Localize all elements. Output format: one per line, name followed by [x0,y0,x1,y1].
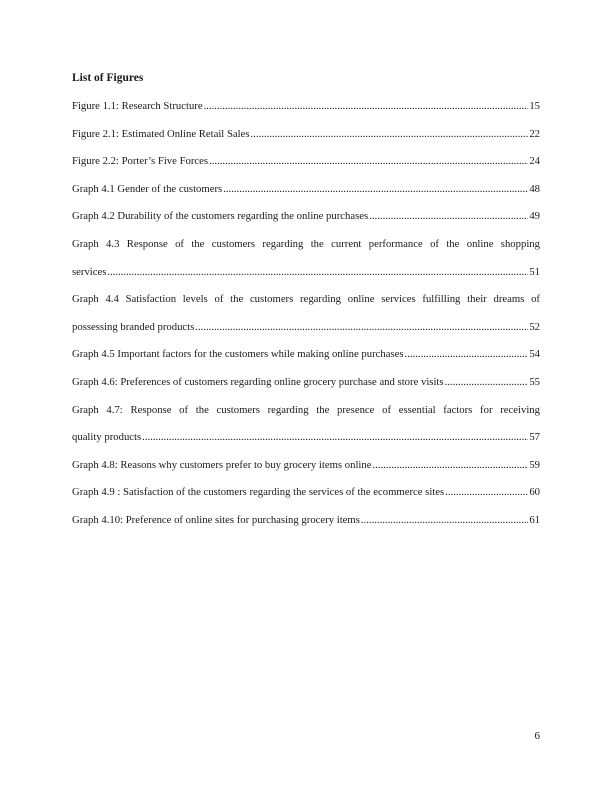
entry-page: 48 [529,182,540,195]
entry-page: 59 [529,458,540,471]
entry-title: services [72,265,107,278]
dot-leader [107,259,528,287]
dot-leader [204,93,529,121]
dot-leader [405,341,529,369]
figure-entry[interactable] [72,452,540,480]
entry-title: Graph 4.10: Preference of online sites for purchasing grocery items [72,513,360,526]
dot-leader [445,369,529,397]
entry-title: Graph 4.9 : Satisfaction of the customers regarding the services of the ecommerce sites [72,486,445,499]
dot-leader [369,203,528,231]
entry-page: 60 [529,486,540,499]
figure-list [72,93,540,535]
entry-title: Graph 4.5 Important factors for the customers while making online purchases [72,348,404,361]
dot-leader [372,452,528,480]
figure-entry[interactable] [72,507,540,535]
entry-page: 61 [529,513,540,526]
dot-leader [142,424,528,452]
dot-leader [223,176,528,204]
dot-leader [251,121,529,149]
dot-leader [361,507,528,535]
entry-title-line: Graph 4.4 Satisfaction levels of the customers regarding online services fulfilling their dreams of [72,293,540,306]
entry-page: 49 [529,210,540,223]
dot-leader [209,148,528,176]
figure-entry[interactable] [72,369,540,397]
entry-title: Figure 2.2: Porter’s Five Forces [72,155,209,168]
entry-page: 15 [529,100,540,112]
entry-page: 57 [529,431,540,444]
dot-leader [195,314,528,342]
entry-page: 54 [529,348,540,361]
figure-entry[interactable] [72,397,540,452]
entry-title: Figure 2.1: Estimated Online Retail Sales [72,127,250,140]
entry-title: possessing branded products [72,320,195,333]
entry-page: 22 [529,127,540,140]
figure-entry[interactable] [72,93,540,121]
entry-title: Figure 1.1: Research Structure [72,100,203,112]
figure-entry[interactable] [72,231,540,286]
entry-page: 24 [529,155,540,168]
dot-leader [445,479,528,507]
entry-title: Graph 4.8: Reasons why customers prefer to buy grocery items online [72,458,372,471]
figure-entry[interactable] [72,203,540,231]
entry-title-line: Graph 4.3 Response of the customers regarding the current performance of the online shopping [72,237,540,250]
list-of-figures-heading: List of Figures [72,72,144,84]
entry-page: 51 [529,265,540,278]
entry-title: Graph 4.6: Preferences of customers regarding online grocery purchase and store visits [72,375,444,388]
figure-entry[interactable] [72,176,540,204]
entry-title: Graph 4.1 Gender of the customers [72,182,223,195]
figure-entry[interactable] [72,479,540,507]
figure-entry[interactable] [72,148,540,176]
entry-page: 52 [529,320,540,333]
figure-entry[interactable] [72,341,540,369]
figure-entry[interactable] [72,286,540,341]
page-number: 6 [534,730,540,742]
entry-title-line: Graph 4.7: Response of the customers regarding the presence of essential factors for receiving [72,403,540,416]
entry-title: Graph 4.2 Durability of the customers regarding the online purchases [72,210,369,223]
figure-entry[interactable] [72,121,540,149]
entry-title: quality products [72,431,142,444]
entry-page: 55 [529,375,540,388]
